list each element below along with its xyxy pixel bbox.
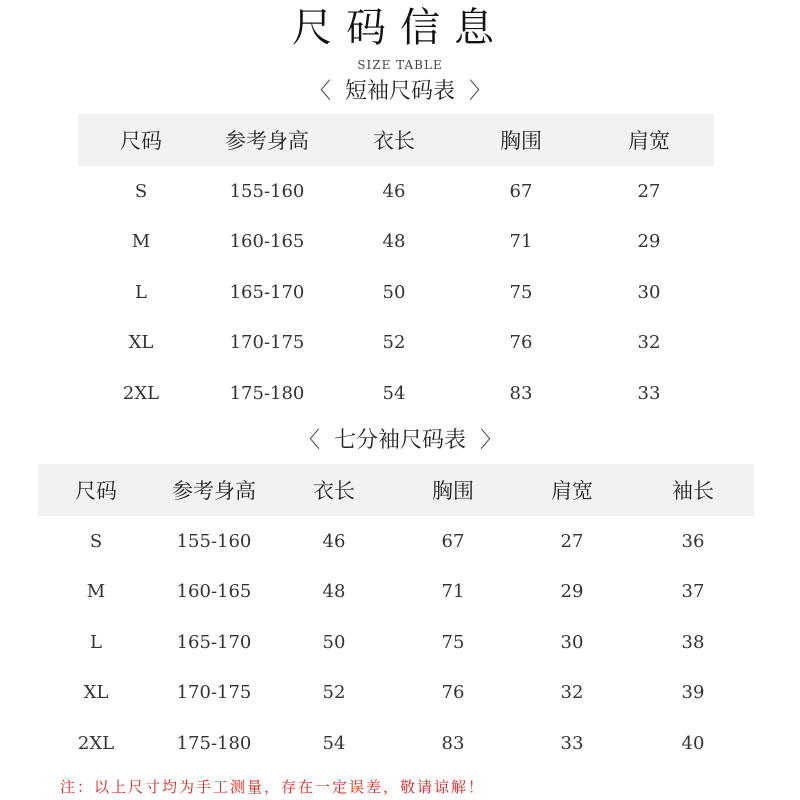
table-cell: 160-165 bbox=[176, 581, 252, 603]
table-cell: 38 bbox=[681, 631, 705, 653]
header-cell-height: 参考身高 bbox=[172, 479, 256, 503]
table-cell: 39 bbox=[681, 682, 705, 704]
table-row bbox=[38, 617, 754, 668]
table-cell: 165-170 bbox=[229, 281, 305, 303]
table-cell: 2XL bbox=[122, 382, 160, 404]
right-bracket: 〉 bbox=[480, 428, 503, 453]
table-cell: 83 bbox=[441, 732, 465, 754]
table-cell: L bbox=[135, 281, 147, 303]
table-cell: 83 bbox=[509, 382, 533, 404]
three-quarter-sleeve-size-table bbox=[38, 464, 754, 769]
measurement-note: 注：以上尺寸均为手工测量，存在一定误差，敬请谅解！ bbox=[60, 778, 486, 796]
table-cell: 160-165 bbox=[229, 231, 305, 253]
table-row bbox=[78, 166, 714, 217]
table-cell: 67 bbox=[441, 530, 465, 552]
short-sleeve-title-text: 短袖尺码表 bbox=[344, 79, 455, 104]
table-cell: 27 bbox=[560, 530, 584, 552]
header-cell-size: 尺码 bbox=[75, 479, 117, 503]
table-cell: XL bbox=[83, 682, 109, 704]
table-cell: 2XL bbox=[77, 732, 115, 754]
table-cell: 71 bbox=[441, 581, 465, 603]
header-cell-height: 参考身高 bbox=[225, 129, 309, 153]
table-cell: 52 bbox=[382, 332, 406, 354]
table-row bbox=[38, 718, 754, 769]
table-cell: 27 bbox=[637, 180, 661, 202]
table-cell: 67 bbox=[509, 180, 533, 202]
table-cell: 33 bbox=[637, 382, 661, 404]
table-cell: 46 bbox=[382, 180, 406, 202]
table-cell: 48 bbox=[382, 231, 406, 253]
table-row bbox=[78, 267, 714, 318]
three-quarter-sleeve-section-title bbox=[0, 427, 800, 455]
table-cell: 30 bbox=[637, 281, 661, 303]
table-cell: M bbox=[131, 231, 151, 253]
table-cell: 52 bbox=[322, 682, 346, 704]
short-sleeve-section-title bbox=[0, 78, 800, 106]
table-header-row bbox=[78, 114, 714, 166]
table-cell: 29 bbox=[637, 231, 661, 253]
table-cell: 170-175 bbox=[176, 682, 252, 704]
table-header-row bbox=[38, 464, 754, 516]
table-cell: 71 bbox=[509, 231, 533, 253]
table-cell: 165-170 bbox=[176, 631, 252, 653]
table-cell: 29 bbox=[560, 581, 584, 603]
header-cell-length: 衣长 bbox=[373, 129, 415, 153]
table-row bbox=[78, 368, 714, 419]
table-cell: 37 bbox=[681, 581, 705, 603]
table-row bbox=[78, 318, 714, 369]
three-quarter-sleeve-title-text: 七分袖尺码表 bbox=[333, 428, 466, 453]
header-cell-length: 衣长 bbox=[313, 479, 355, 503]
table-cell: 175-180 bbox=[176, 732, 252, 754]
table-cell: 30 bbox=[560, 631, 584, 653]
table-row bbox=[78, 217, 714, 268]
table-cell: 40 bbox=[681, 732, 705, 754]
page-title: 尺码信息 bbox=[292, 5, 508, 51]
table-cell: 48 bbox=[322, 581, 346, 603]
header-cell-chest: 胸围 bbox=[500, 129, 542, 153]
short-sleeve-size-table bbox=[78, 114, 714, 419]
table-cell: 32 bbox=[637, 332, 661, 354]
table-cell: L bbox=[90, 631, 102, 653]
left-bracket: 〈 bbox=[297, 428, 320, 453]
table-row bbox=[38, 567, 754, 618]
table-row bbox=[38, 516, 754, 567]
table-cell: 170-175 bbox=[229, 332, 305, 354]
table-cell: 175-180 bbox=[229, 382, 305, 404]
table-cell: 76 bbox=[441, 682, 465, 704]
table-cell: 76 bbox=[509, 332, 533, 354]
table-cell: 50 bbox=[382, 281, 406, 303]
table-cell: 54 bbox=[382, 382, 406, 404]
table-cell: S bbox=[89, 530, 103, 552]
header-cell-size: 尺码 bbox=[120, 129, 162, 153]
left-bracket: 〈 bbox=[308, 79, 331, 104]
table-cell: M bbox=[86, 581, 106, 603]
table-cell: 75 bbox=[509, 281, 533, 303]
header-cell-sleeve: 袖长 bbox=[672, 479, 714, 503]
table-cell: 54 bbox=[322, 732, 346, 754]
right-bracket: 〉 bbox=[469, 79, 492, 104]
header-cell-shoulder: 肩宽 bbox=[551, 479, 593, 503]
table-cell: 33 bbox=[560, 732, 584, 754]
page-subtitle: SIZE TABLE bbox=[357, 58, 443, 72]
table-row bbox=[38, 668, 754, 719]
table-cell: XL bbox=[128, 332, 154, 354]
table-cell: 50 bbox=[322, 631, 346, 653]
table-cell: 36 bbox=[681, 530, 705, 552]
table-cell: S bbox=[134, 180, 148, 202]
table-cell: 46 bbox=[322, 530, 346, 552]
table-cell: 32 bbox=[560, 682, 584, 704]
header-cell-chest: 胸围 bbox=[432, 479, 474, 503]
table-cell: 155-160 bbox=[176, 530, 252, 552]
header-cell-shoulder: 肩宽 bbox=[628, 129, 670, 153]
table-cell: 155-160 bbox=[229, 180, 305, 202]
table-cell: 75 bbox=[441, 631, 465, 653]
